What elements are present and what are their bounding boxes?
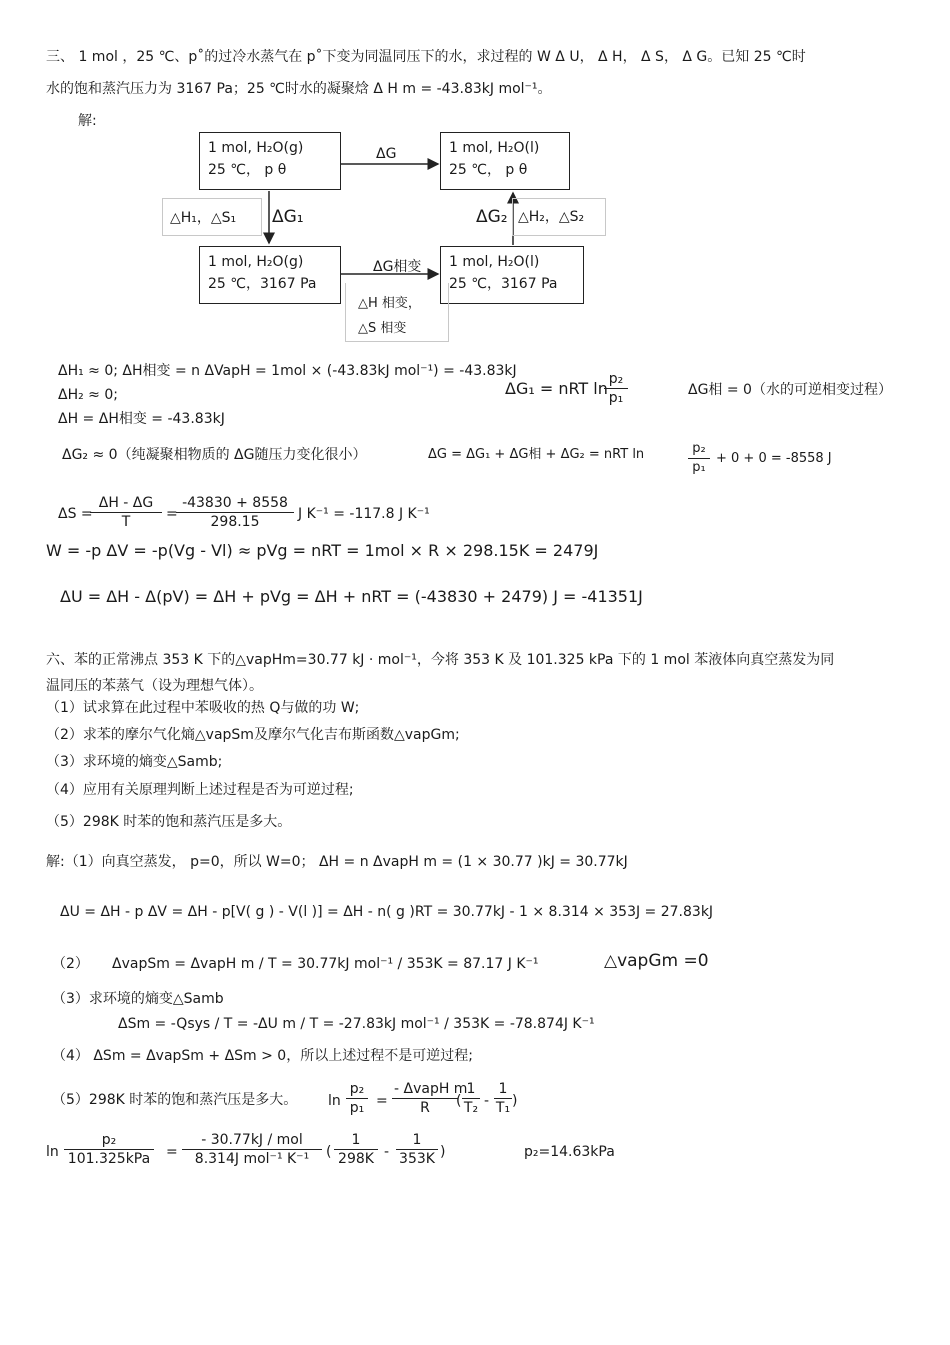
p6-sol-5-minus: - xyxy=(484,1093,490,1109)
p6-sol-2-prefix: （2） xyxy=(52,956,89,972)
p6-sol-2: ΔvapSm = ΔvapH m / T = 30.77kJ mol⁻¹ / 353K = 87.17 J K⁻¹ xyxy=(112,956,539,972)
p6-sol-4: （4） ΔSm = ΔvapSm + ΔSm > 0，所以上述过程不是可逆过程; xyxy=(52,1048,473,1064)
eq-g-total-rhs: + 0 + 0 = -8558 J xyxy=(716,451,832,466)
label-h1-s1: △H₁，△S₁ xyxy=(170,210,237,226)
frac-den: 8.314J mol⁻¹ K⁻¹ xyxy=(194,1151,310,1167)
frac-den: p₁ xyxy=(608,390,624,406)
frac-num: p₂ xyxy=(346,1080,368,1099)
box-text: 1 mol, H₂O(g) xyxy=(208,254,304,270)
p6-question-5: （5）298K 时苯的饱和蒸汽压是多大。 xyxy=(46,814,292,830)
frac-num: 1 xyxy=(396,1131,438,1150)
state-box-gas-3167 xyxy=(199,246,341,304)
p6-question-2: （2）求苯的摩尔气化熵△vapSm及摩尔气化吉布斯函数△vapGm; xyxy=(46,727,460,743)
box-text: 25 ℃，3167 Pa xyxy=(449,276,558,292)
p6-sol-3: （3）求环境的熵变△Samb xyxy=(52,991,224,1007)
label-s-phase: △S 相变 xyxy=(358,321,407,336)
eq-g2: ΔG₂ ≈ 0（纯凝聚相物质的 ΔG随压力变化很小） xyxy=(62,447,367,463)
eq-u: ΔU = ΔH - Δ(pV) = ΔH + pVg = ΔH + nRT = (-43830 + 2479) J = -41351J xyxy=(60,587,643,606)
frac-den: 101.325kPa xyxy=(67,1151,151,1167)
frac-num: p₂ xyxy=(688,440,710,459)
p6-sol-1: 解:（1）向真空蒸发， p=0，所以 W=0； ΔH = n ΔvapH m = (1 × 30.77 )kJ = 30.77kJ xyxy=(46,854,628,870)
p6-sol-5-eq: = xyxy=(376,1093,388,1109)
frac-den: R xyxy=(420,1100,430,1116)
frac-den: T xyxy=(121,514,131,530)
label-delta-g-phase: ΔG相变 xyxy=(373,259,422,275)
p6-statement-line2: 温同压的苯蒸气（设为理想气体）。 xyxy=(46,678,263,694)
final-ln: ln xyxy=(46,1144,59,1160)
p6-sol-5-frac-t1 xyxy=(494,1080,512,1117)
label-delta-g: ΔG xyxy=(376,146,397,162)
p6-sol-5-frac-p xyxy=(346,1080,368,1117)
label-delta-g1: ΔG₁ xyxy=(272,207,304,227)
label-delta-g2: ΔG₂ xyxy=(476,207,508,227)
solution-label: 解: xyxy=(78,113,97,129)
frac-num: - 30.77kJ / mol xyxy=(182,1131,322,1150)
frac-den: T₂ xyxy=(463,1100,479,1116)
frac-den: p₁ xyxy=(692,460,706,475)
p3-statement-line1: 三、 1 mol ，25 ℃、p˚的过冷水蒸气在 p˚下变为同温同压下的水，求过程的 W Δ U， Δ H， Δ S， Δ G。已知 25 ℃时 xyxy=(46,49,806,65)
p6-sol-5-text: （5）298K 时苯的饱和蒸汽压是多大。 xyxy=(52,1092,298,1108)
box-text: 25 ℃， p θ xyxy=(208,162,287,178)
eq-g-phase: ΔG相 = 0（水的可逆相变过程） xyxy=(688,382,892,398)
box-text: 25 ℃， p θ xyxy=(449,162,528,178)
box-text: 25 ℃，3167 Pa xyxy=(208,276,317,292)
eq-s-fraction-1 xyxy=(90,494,162,531)
p6-question-4: （4）应用有关原理判断上述过程是否为可逆过程; xyxy=(46,782,354,798)
final-paren: ( xyxy=(326,1144,332,1160)
frac-num: -43830 + 8558 xyxy=(176,494,294,513)
p6-question-1: （1）试求算在此过程中苯吸收的热 Q与做的功 W; xyxy=(46,700,360,716)
eq-s-fraction-2 xyxy=(176,494,294,531)
eq-h-total: ΔH = ΔH相变 = -43.83kJ xyxy=(58,411,225,427)
frac-num: p₂ xyxy=(604,370,628,389)
box-text: 1 mol, H₂O(g) xyxy=(208,140,304,156)
eq-g1-fraction xyxy=(604,370,628,407)
p3-statement-line2: 水的饱和蒸汽压力为 3167 Pa；25 ℃时水的凝聚焓 Δ H m = -43.83kJ mol⁻¹。 xyxy=(46,81,552,97)
final-frac-h xyxy=(182,1131,322,1168)
final-minus: - xyxy=(384,1144,390,1160)
p6-statement-line1: 六、苯的正常沸点 353 K 下的△vapHm=30.77 kJ · mol⁻¹，今将 353 K 及 101.325 kPa 下的 1 mol 苯液体向真空蒸发为同 xyxy=(46,652,835,668)
p6-sol-3-eq: ΔSm = -Qsys / T = -ΔU m / T = -27.83kJ mol⁻¹ / 353K = -78.874J K⁻¹ xyxy=(118,1016,595,1032)
state-box-liquid-standard xyxy=(440,132,570,190)
label-h2-s2: △H₂，△S₂ xyxy=(518,209,585,225)
frac-den: 353K xyxy=(399,1151,435,1167)
box-text: 1 mol, H₂O(l) xyxy=(449,254,540,270)
frac-den: 298K xyxy=(338,1151,374,1167)
frac-num: ΔH - ΔG xyxy=(90,494,162,513)
final-frac-p xyxy=(64,1131,154,1168)
final-result: p₂=14.63kPa xyxy=(524,1144,615,1160)
frac-den: 298.15 xyxy=(210,514,260,530)
frac-num: 1 xyxy=(494,1080,512,1099)
eq-w: W = -p ΔV = -p(Vg - Vl) ≈ pVg = nRT = 1mol × R × 298.15K = 2479J xyxy=(46,541,599,560)
frac-num: p₂ xyxy=(64,1131,154,1150)
p6-sol-5-paren: ( xyxy=(456,1093,462,1109)
eq-h2: ΔH₂ ≈ 0; xyxy=(58,387,118,403)
p6-sol-1-u: ΔU = ΔH - p ΔV = ΔH - p[V( g ) - V(l )] = ΔH - n( g )RT = 30.77kJ - 1 × 8.314 × 353J = 27.83kJ xyxy=(60,904,714,920)
eq-g-total-fraction xyxy=(688,440,710,477)
frac-num: 1 xyxy=(334,1131,378,1150)
p6-sol-2-g: △vapGm =0 xyxy=(604,951,709,971)
eq-s-rhs: J K⁻¹ = -117.8 J K⁻¹ xyxy=(298,506,430,522)
frac-num: 1 xyxy=(462,1080,480,1099)
final-eq: = xyxy=(166,1144,178,1160)
box-text: 1 mol, H₂O(l) xyxy=(449,140,540,156)
eq-s-lhs: ΔS = xyxy=(58,506,93,522)
frac-num: - ΔvapH m xyxy=(394,1081,468,1097)
state-box-gas-standard xyxy=(199,132,341,190)
p6-question-3: （3）求环境的熵变△Samb; xyxy=(46,754,223,770)
p6-sol-5-frac-t2 xyxy=(462,1080,480,1117)
eq-s-eq: = xyxy=(166,506,178,522)
final-frac-t2 xyxy=(334,1131,378,1168)
eq-g-total: ΔG = ΔG₁ + ΔG相 + ΔG₂ = nRT ln xyxy=(428,447,645,462)
p6-sol-5-close: ) xyxy=(512,1093,518,1109)
label-h-phase: △H 相变， xyxy=(358,296,421,311)
state-box-liquid-3167 xyxy=(440,246,584,304)
eq-g1-lhs: ΔG₁ = nRT ln xyxy=(505,379,608,398)
final-frac-t1 xyxy=(396,1131,438,1168)
final-close: ) xyxy=(440,1144,446,1160)
frac-den: T₁ xyxy=(495,1100,511,1116)
frac-den: p₁ xyxy=(349,1100,365,1116)
eq-h1: ΔH₁ ≈ 0; ΔH相变 = n ΔVapH = 1mol × (-43.83kJ mol⁻¹) = -43.83kJ xyxy=(58,363,517,379)
p6-sol-5-ln: ln xyxy=(328,1093,341,1109)
p6-sol-5-frac-h xyxy=(392,1080,468,1117)
